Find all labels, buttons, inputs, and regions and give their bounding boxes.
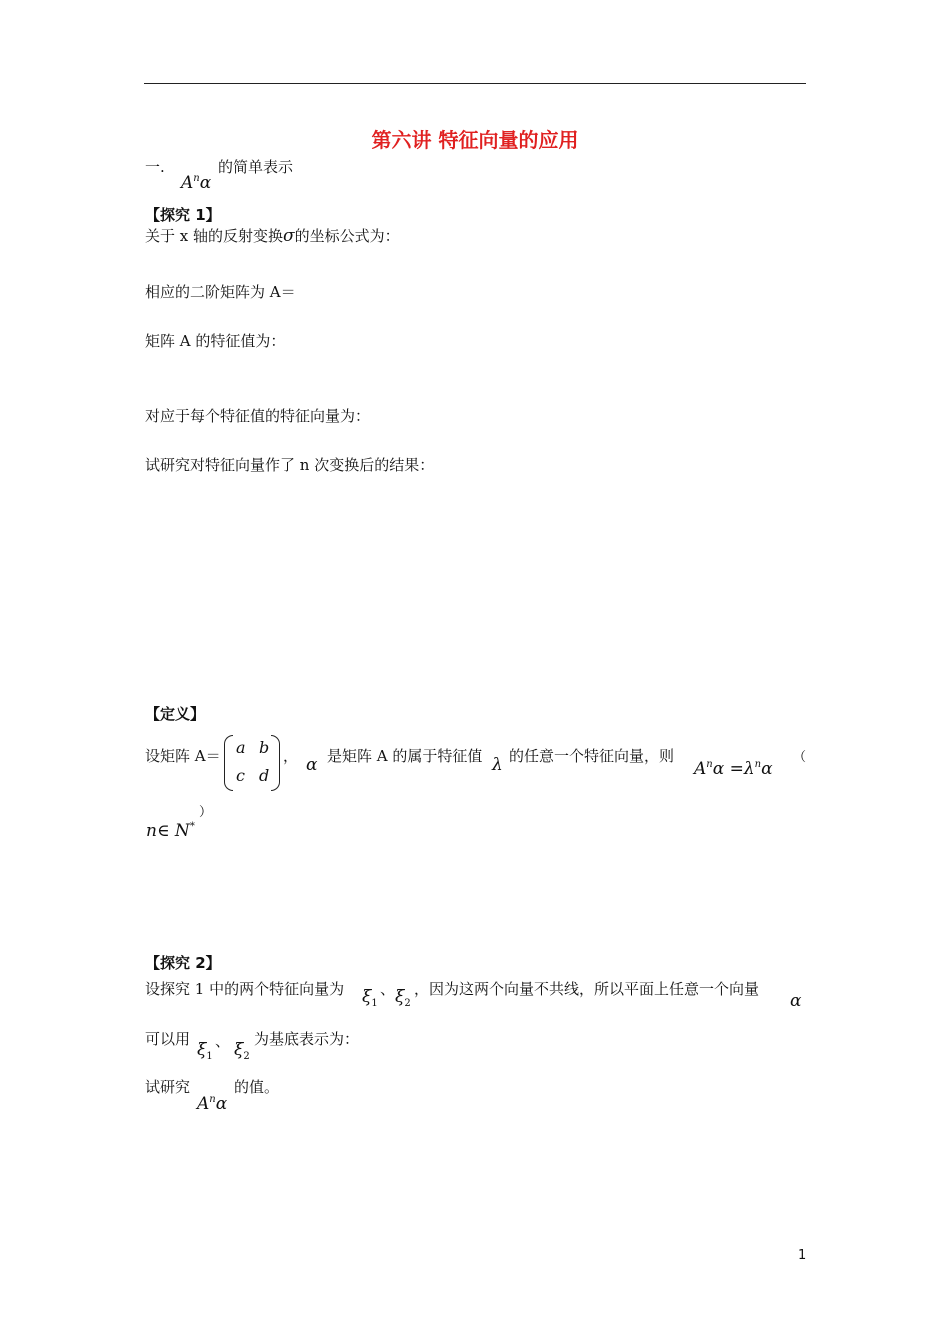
definition-paren-close: ） [199, 805, 213, 820]
explore2-line2-pre: 可以用 [145, 1030, 191, 1048]
definition-heading: 【定义】 [145, 705, 206, 723]
explore2-sep1: 、 [380, 980, 396, 998]
definition-pre: 设矩阵 A＝ [145, 747, 221, 765]
explore2-line3-formula: $A^n\alpha$ [197, 1094, 228, 1114]
explore2-line1-post: ，因为这两个向量不共线，所以平面上任意一个向量 [414, 980, 760, 998]
explore1-line2: 相应的二阶矩阵为 A＝ [145, 283, 296, 301]
definition-paren-open: （ [793, 750, 807, 765]
explore1-line4: 对应于每个特征值的特征向量为： [145, 407, 371, 425]
section-label: 的简单表示 [218, 158, 294, 176]
xi1-symbol-2: $\xi_1$ [197, 1040, 213, 1062]
header-rule [144, 83, 806, 84]
matrix-entry-a: a [236, 738, 246, 757]
xi1-symbol: $\xi_1$ [362, 987, 378, 1009]
definition-comma: ， [283, 747, 299, 765]
explore2-line2-post: 为基底表示为： [254, 1030, 360, 1048]
page-number: 1 [798, 1248, 807, 1263]
definition-equation: $A^n\alpha =\lambda^n\alpha$ [694, 759, 773, 779]
matrix-right-bracket [271, 735, 280, 791]
explore2-sep2: 、 [215, 1032, 231, 1050]
page-title: 第六讲 特征向量的应用 [371, 128, 579, 152]
definition-mid: 是矩阵 A 的属于特征值 [327, 747, 483, 765]
explore1-line1: 关于 x 轴的反射变换σ的坐标公式为： [145, 226, 400, 246]
definition-lambda: λ [492, 755, 503, 775]
xi2-symbol-2: $\xi_2$ [234, 1040, 250, 1062]
definition-post: 的任意一个特征向量，则 [509, 747, 675, 765]
matrix-abcd [224, 735, 280, 789]
matrix-entry-d: d [259, 766, 270, 785]
matrix-entry-b: b [259, 738, 270, 757]
explore1-heading: 【探究 1】 [145, 206, 221, 224]
definition-alpha: α [306, 755, 318, 775]
section-formula: $A^n\alpha$ [181, 173, 212, 193]
section-number: 一. [145, 158, 165, 176]
matrix-entry-c: c [236, 766, 245, 785]
explore2-line3-post: 的值。 [234, 1078, 280, 1096]
explore1-line3: 矩阵 A 的特征值为： [145, 332, 286, 350]
explore2-line1-pre: 设探究 1 中的两个特征向量为 [145, 980, 345, 998]
definition-condition: n∈ N* [146, 821, 195, 841]
explore2-alpha: α [790, 991, 802, 1011]
xi2-symbol: $\xi_2$ [395, 987, 411, 1009]
matrix-left-bracket [224, 735, 233, 791]
explore1-line5: 试研究对特征向量作了 n 次变换后的结果： [145, 456, 435, 474]
explore2-heading: 【探究 2】 [145, 954, 221, 972]
explore2-line3-pre: 试研究 [145, 1078, 191, 1096]
